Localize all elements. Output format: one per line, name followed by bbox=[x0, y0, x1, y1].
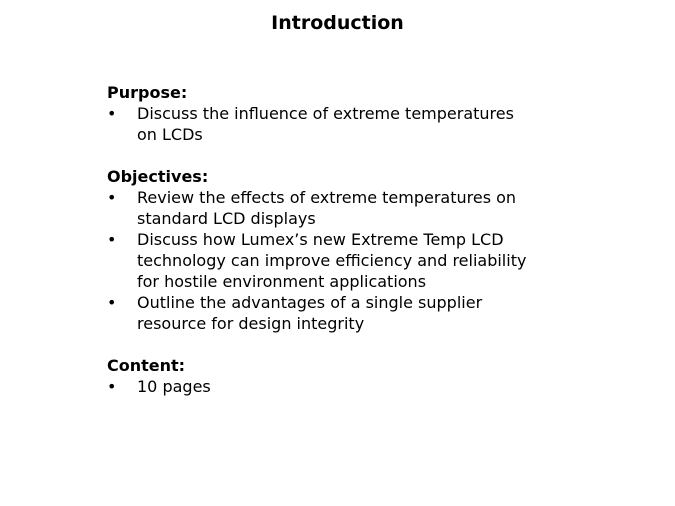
bullet-text-line: Discuss the influence of extreme temperatures bbox=[137, 104, 514, 123]
bullet-list bbox=[107, 376, 577, 397]
bullet-text-line: Review the effects of extreme temperatures on bbox=[137, 188, 517, 207]
bullet-item bbox=[107, 187, 577, 229]
bullet-text-line: technology can improve efficiency and reliability bbox=[137, 251, 527, 270]
bullet-item bbox=[107, 292, 577, 334]
slide-title: Introduction bbox=[271, 12, 404, 34]
bullet-item bbox=[107, 103, 577, 145]
bullet-list bbox=[107, 187, 577, 334]
section-heading: Objectives: bbox=[107, 167, 209, 186]
section-heading: Content: bbox=[107, 356, 186, 375]
section-purpose bbox=[107, 82, 577, 145]
bullet-item bbox=[107, 376, 577, 397]
bullet-icon: • bbox=[107, 188, 117, 207]
bullet-text-line: 10 pages bbox=[137, 377, 211, 396]
bullet-text-line: Discuss how Lumex’s new Extreme Temp LCD bbox=[137, 230, 504, 249]
bullet-text-line: resource for design integrity bbox=[137, 314, 365, 333]
slide-content bbox=[107, 82, 577, 397]
section-objectives bbox=[107, 166, 577, 334]
bullet-icon: • bbox=[107, 377, 117, 396]
bullet-list bbox=[107, 103, 577, 145]
section-content bbox=[107, 355, 577, 397]
bullet-text-line: Outline the advantages of a single supplier bbox=[137, 293, 483, 312]
bullet-text-line: for hostile environment applications bbox=[137, 272, 427, 291]
bullet-icon: • bbox=[107, 230, 117, 249]
bullet-text-line: on LCDs bbox=[137, 125, 203, 144]
bullet-icon: • bbox=[107, 104, 117, 123]
bullet-icon: • bbox=[107, 293, 117, 312]
bullet-item bbox=[107, 229, 577, 292]
bullet-text-line: standard LCD displays bbox=[137, 209, 316, 228]
section-heading: Purpose: bbox=[107, 83, 188, 102]
